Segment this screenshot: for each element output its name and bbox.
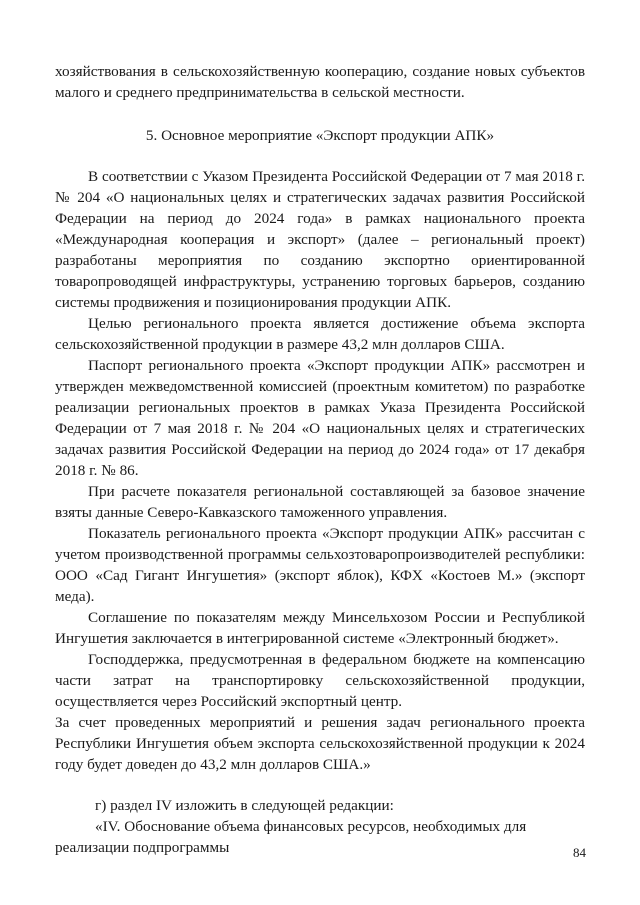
section-iv-title: реализации подпрограммы — [55, 839, 230, 856]
text-line: Паспорт регионального проекта «Экспорт продукции АПК» рассмотрен и — [88, 357, 585, 374]
text-line: сельскохозяйственной продукции в размере 43,2 млн долларов США. — [55, 336, 505, 353]
text-line: малого и среднего предпринимательства в сельской местности. — [55, 84, 465, 101]
text-line: В соответствии с Указом Президента Российской Федерации от 7 мая 2018 г. — [88, 168, 585, 185]
text-line: утвержден межведомственной комиссией (проектным комитетом) по разработке — [55, 378, 585, 395]
text-line: системы продвижения и позиционирования продукции АПК. — [55, 294, 452, 311]
instruction-line: г) раздел IV изложить в следующей редакции: — [95, 797, 394, 814]
text-line: Целью регионального проекта является достижение объема экспорта — [88, 315, 585, 332]
text-line: Республики Ингушетия объем экспорта сельскохозяйственной продукции к 2024 — [55, 735, 585, 752]
text-line: осуществляется через Российский экспортный центр. — [55, 693, 403, 710]
text-line: При расчете показателя региональной составляющей за базовое значение — [88, 483, 585, 500]
text-line: Господдержка, предусмотренная в федеральном бюджете на компенсацию — [88, 651, 585, 668]
text-line: Ингушетия заключается в интегрированной системе «Электронный бюджет». — [55, 630, 559, 647]
text-line: части затрат на транспортировку сельскохозяйственной продукции, — [55, 672, 585, 689]
text-line: 2018 г. № 86. — [55, 462, 139, 479]
text-line: разработаны мероприятия по созданию экспортно ориентированной — [55, 252, 585, 269]
text-line: Показатель регионального проекта «Экспорт продукции АПК» рассчитан с — [88, 525, 585, 542]
text-line: За счет проведенных мероприятий и решения задач регионального проекта — [55, 714, 585, 731]
text-line: меда). — [55, 588, 95, 605]
text-line: хозяйствования в сельскохозяйственную кооперацию, создание новых субъектов — [55, 63, 585, 80]
text-line: учетом производственной программы сельхозтоваропроизводителей республики: — [55, 546, 585, 563]
text-line: ООО «Сад Гигант Ингушетия» (экспорт яблок), КФХ «Костоев М.» (экспорт — [55, 567, 585, 584]
text-line: «Международная кооперация и экспорт» (далее – региональный проект) — [55, 231, 585, 248]
page-number: 84 — [573, 845, 586, 860]
text-line: взяты данные Северо-Кавказского таможенного управления. — [55, 504, 448, 521]
text-line: Федерации на период до 2024 года» в рамках национального проекта — [55, 210, 585, 227]
text-line: году будет доведен до 43,2 млн долларов США.» — [55, 756, 371, 773]
text-line: № 204 «О национальных целях и стратегических задачах развития Российской — [55, 189, 585, 206]
text-line: товаропроводящей инфраструктуры, устранению торговых барьеров, созданию — [55, 273, 585, 290]
text-line: реализации региональных проектов в рамках Указа Президента Российской — [55, 399, 585, 416]
section-iv-title: «IV. Обоснование объема финансовых ресурсов, необходимых для — [95, 818, 527, 835]
text-line: Соглашение по показателям между Минсельхозом России и Республикой — [88, 609, 585, 626]
text-line: Федерации от 7 мая 2018 г. № 204 «О национальных целях и стратегических — [55, 420, 585, 437]
section-heading: 5. Основное мероприятие «Экспорт продукции АПК» — [145, 127, 495, 144]
text-line: задачах развития Российской Федерации на период до 2024 года» от 17 декабря — [55, 441, 585, 458]
